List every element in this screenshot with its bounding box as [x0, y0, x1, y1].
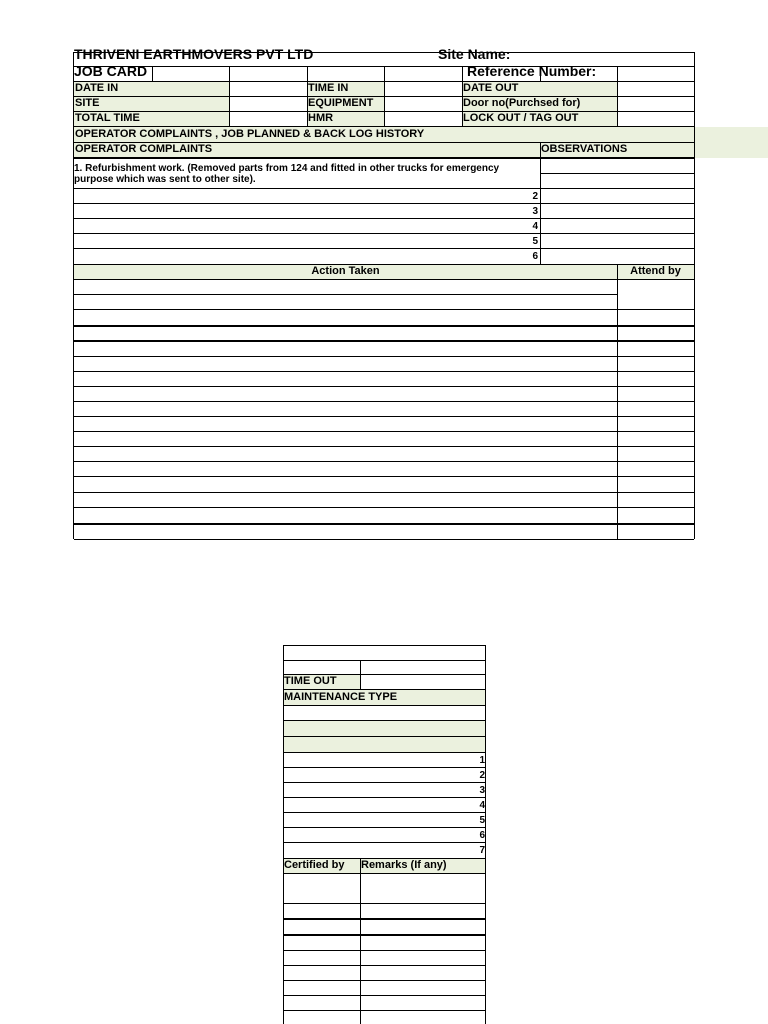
date-out-label: DATE OUT	[462, 81, 617, 96]
date-in-label: DATE IN	[74, 81, 229, 96]
maintenance-type-label: MAINTENANCE TYPE	[283, 690, 485, 705]
shaded-row	[283, 737, 485, 752]
site-name-label: Site Name:	[438, 46, 511, 62]
company-name: THRIVENI EARTHMOVERS PVT LTD	[74, 46, 314, 62]
row-number: 5	[532, 236, 538, 247]
shaded-row	[283, 721, 485, 736]
row-number: 1	[479, 755, 485, 766]
reference-number-label: Reference Number:	[467, 63, 597, 79]
observations-label: OBSERVATIONS	[540, 142, 694, 157]
row-number: 5	[479, 815, 485, 826]
row-number: 6	[479, 830, 485, 841]
remarks-label: Remarks (If any)	[360, 858, 485, 874]
row-number: 4	[479, 800, 485, 811]
lock-out-label: LOCK OUT / TAG OUT	[462, 111, 617, 126]
operator-complaints-label: OPERATOR COMPLAINTS	[74, 142, 540, 157]
site-label: SITE	[74, 96, 229, 111]
row-number: 3	[479, 785, 485, 796]
job-card-title: JOB CARD	[74, 63, 148, 79]
time-out-label: TIME OUT	[283, 674, 360, 689]
door-no-label: Door no(Purchsed for)	[462, 96, 617, 111]
time-in-label: TIME IN	[307, 81, 384, 96]
attend-by-label: Attend by	[617, 264, 694, 280]
row-number: 6	[532, 251, 538, 262]
row-number: 2	[479, 770, 485, 781]
row-number: 3	[532, 206, 538, 217]
row-number: 7	[479, 845, 485, 856]
certified-by-label: Certified by	[283, 858, 360, 874]
row-number: 4	[532, 221, 538, 232]
action-taken-label: Action Taken	[74, 264, 617, 280]
complaint-1-text: 1. Refurbishment work. (Removed parts from 124 and fitted in other trucks for emergency purpose which was sent to other site).	[74, 163, 500, 185]
equipment-label: EQUIPMENT	[307, 96, 384, 111]
total-time-label: TOTAL TIME	[74, 111, 229, 126]
history-title: OPERATOR COMPLAINTS , JOB PLANNED & BACK LOG HISTORY	[74, 127, 694, 142]
hmr-label: HMR	[307, 111, 384, 126]
row-number: 2	[532, 191, 538, 202]
side-shade-strip	[694, 127, 768, 158]
